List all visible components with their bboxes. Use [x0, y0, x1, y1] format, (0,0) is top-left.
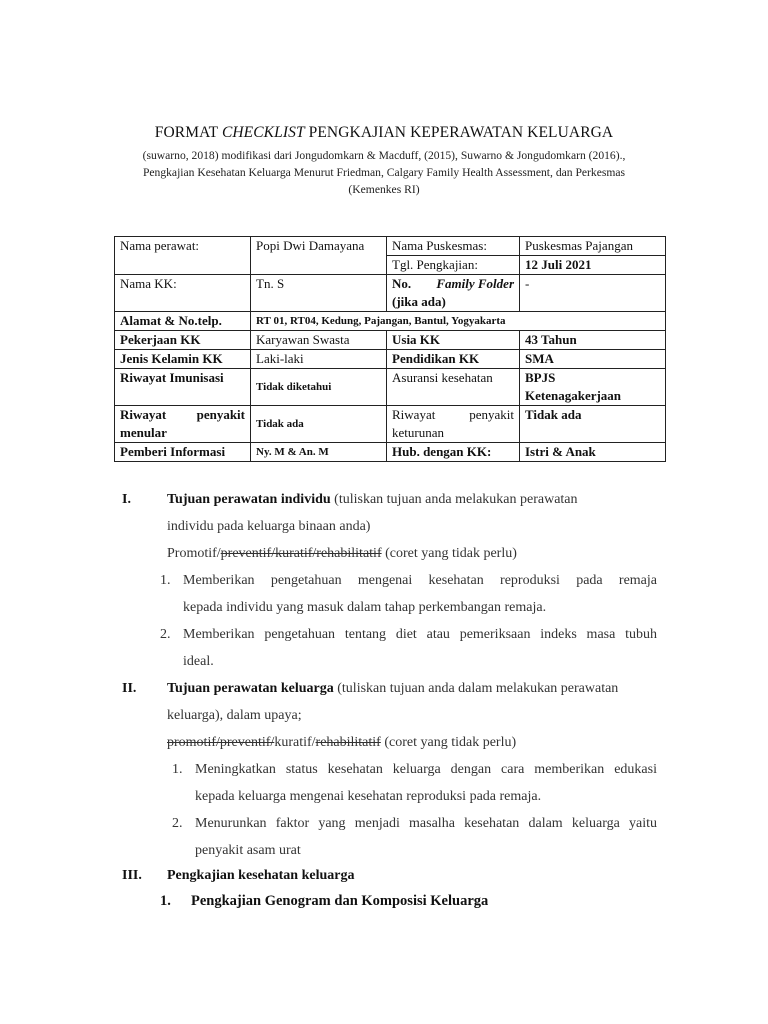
usia-value: 43 Tahun — [520, 331, 666, 350]
table-row — [115, 237, 666, 256]
list-item-line: kepada keluarga mengenai kesehatan reproduksi pada remaja. — [195, 789, 542, 804]
family-info-table — [114, 236, 666, 462]
list-item-line: Meningkatkan status kesehatan keluarga dengan cara memberikan edukasi — [195, 762, 657, 777]
asuransi-value — [520, 369, 666, 406]
jenis-kelamin-value: Laki-laki — [251, 350, 387, 369]
section-2-heading: Tujuan perawatan keluarga — [167, 681, 334, 696]
tgl-pengkajian-value: 12 Juli 2021 — [520, 256, 666, 275]
list-item-line: Memberikan pengetahuan tentang diet atau pemeriksaan indeks masa tubuh — [183, 627, 657, 642]
table-row — [115, 350, 666, 369]
section-1-heading: Tujuan perawatan individu — [167, 492, 331, 507]
menular-label-a: Riwayat — [120, 407, 167, 422]
pekerjaan-label: Pekerjaan KK — [115, 331, 251, 350]
list-item-line: ideal. — [183, 654, 214, 669]
table-row — [115, 369, 666, 406]
section-1-promotion-line — [167, 540, 517, 567]
subtitle-line-3: (Kemenkes RI) — [348, 183, 420, 196]
document-subtitle — [100, 147, 668, 198]
alamat-value: RT 01, RT04, Kedung, Pajangan, Bantul, Yogyakarta — [251, 312, 666, 331]
section-3-sub-heading: Pengkajian Genogram dan Komposisi Keluarga — [191, 893, 489, 909]
promo-strike-2: rehabilitatif — [315, 735, 381, 750]
table-row — [115, 331, 666, 350]
section-2-heading-line — [167, 675, 657, 702]
pendidikan-value: SMA — [520, 350, 666, 369]
table-row — [115, 406, 666, 443]
no-ff-italic: Family Folder — [436, 276, 514, 291]
promo-strike-1: promotif/preventif/ — [167, 735, 275, 750]
table-row — [115, 312, 666, 331]
no-ff-pre: No. — [392, 276, 412, 291]
usia-label: Usia KK — [387, 331, 520, 350]
list-item-number: 1. — [172, 762, 183, 777]
promo-plain: kuratif/ — [274, 735, 316, 750]
promo-strike: preventif/kuratif/rehabilitatif — [220, 546, 382, 561]
section-1-number: I. — [122, 492, 131, 507]
nama-perawat-value: Popi Dwi Damayana — [251, 237, 387, 275]
no-family-folder-label — [387, 275, 520, 312]
list-item-number: 1. — [160, 573, 171, 588]
document-title — [0, 124, 768, 142]
keturunan-label-b: penyakit — [469, 407, 514, 422]
promo-note: (coret yang tidak perlu) — [380, 735, 517, 750]
list-item-line: Memberikan pengetahuan mengenai kesehatan reproduksi pada remaja — [183, 573, 657, 588]
subtitle-line-2: Pengkajian Kesehatan Keluarga Menurut Friedman, Calgary Family Health Assessment, dan Perkesmas — [142, 166, 626, 179]
alamat-label: Alamat & No.telp. — [115, 312, 251, 331]
hubungan-kk-label: Hub. dengan KK: — [387, 443, 520, 462]
menular-label-b: penyakit — [196, 407, 245, 422]
asuransi-value-1: BPJS — [525, 370, 556, 385]
subtitle-line-1: (suwarno, 2018) modifikasi dari Jongudomkarn & Macduff, (2015), Suwarno & Jongudomkarn (2016)., — [142, 149, 626, 162]
pekerjaan-value: Karyawan Swasta — [251, 331, 387, 350]
keturunan-label-a: Riwayat — [392, 407, 436, 422]
pendidikan-label: Pendidikan KK — [387, 350, 520, 369]
section-3-heading: Pengkajian kesehatan keluarga — [167, 868, 355, 883]
riwayat-keturunan-value: Tidak ada — [520, 406, 666, 443]
title-pre: FORMAT — [154, 124, 222, 141]
imunisasi-label: Riwayat Imunisasi — [115, 369, 251, 406]
tgl-pengkajian-label: Tgl. Pengkajian: — [387, 256, 520, 275]
list-item-line: Menurunkan faktor yang menjadi masalha kesehatan dalam keluarga yaitu — [195, 816, 657, 831]
nama-puskesmas-label: Nama Puskesmas: — [387, 237, 520, 256]
list-item-number: 2. — [172, 816, 183, 831]
nama-kk-value: Tn. S — [251, 275, 387, 312]
pemberi-informasi-label: Pemberi Informasi — [115, 443, 251, 462]
nama-kk-label: Nama KK: — [115, 275, 251, 312]
no-family-folder-value: - — [520, 275, 666, 312]
title-italic: CHECKLIST — [221, 124, 305, 141]
keturunan-label-c: keturunan — [392, 425, 444, 440]
promo-plain: Promotif/ — [167, 546, 221, 561]
asuransi-label: Asuransi kesehatan — [387, 369, 520, 406]
no-ff-post: (jika ada) — [392, 294, 446, 309]
list-item-number: 2. — [160, 627, 171, 642]
section-1-heading-line — [167, 486, 657, 513]
table-row — [115, 275, 666, 312]
section-1-desc-1: (tuliskan tujuan anda melakukan perawatan — [330, 492, 578, 507]
nama-puskesmas-value: Puskesmas Pajangan — [520, 237, 666, 256]
list-item-line: kepada individu yang masuk dalam tahap perkembangan remaja. — [183, 600, 547, 615]
list-item-line: penyakit asam urat — [195, 843, 301, 858]
pemberi-informasi-value: Ny. M & An. M — [251, 443, 387, 462]
riwayat-menular-value: Tidak ada — [251, 406, 387, 443]
table-row — [115, 443, 666, 462]
section-2-desc-1: (tuliskan tujuan anda dalam melakukan perawatan — [333, 681, 619, 696]
title-post: PENGKAJIAN KEPERAWATAN KELUARGA — [304, 124, 614, 141]
menular-label-c: menular — [120, 425, 167, 440]
section-2-desc-2: keluarga), dalam upaya; — [167, 708, 302, 723]
jenis-kelamin-label: Jenis Kelamin KK — [115, 350, 251, 369]
hubungan-kk-value: Istri & Anak — [520, 443, 666, 462]
section-2-number: II. — [122, 681, 137, 696]
asuransi-value-2: Ketenagakerjaan — [525, 388, 622, 403]
imunisasi-value: Tidak diketahui — [251, 369, 387, 406]
riwayat-menular-label — [115, 406, 251, 443]
section-3-sub-number: 1. — [160, 893, 171, 909]
nama-perawat-label: Nama perawat: — [115, 237, 251, 275]
promo-note: (coret yang tidak perlu) — [381, 546, 517, 561]
riwayat-keturunan-label — [387, 406, 520, 443]
section-2-promotion-line — [167, 729, 516, 756]
section-3-number: III. — [122, 868, 142, 883]
section-1-desc-2: individu pada keluarga binaan anda) — [167, 519, 371, 534]
